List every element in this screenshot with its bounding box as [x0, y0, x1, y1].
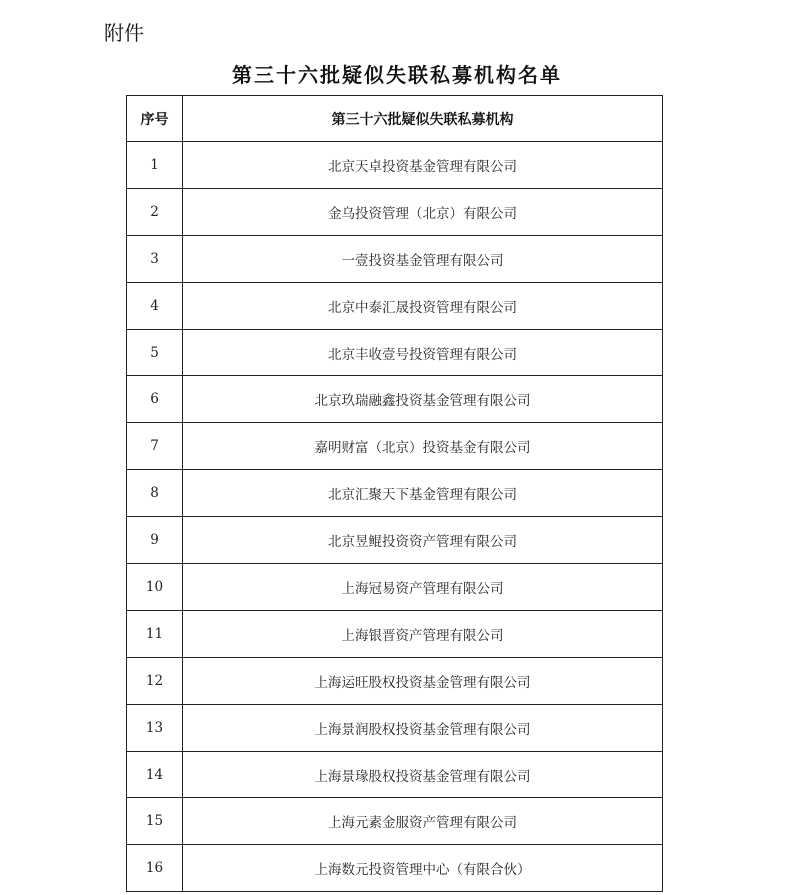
institution-name: 北京丰收壹号投资管理有限公司	[183, 329, 663, 376]
table-row	[127, 329, 663, 376]
institution-name: 北京玖瑞融鑫投资基金管理有限公司	[183, 376, 663, 423]
table-row	[127, 845, 663, 892]
table-row	[127, 564, 663, 611]
row-number: 11	[127, 610, 183, 657]
institution-table	[126, 95, 663, 892]
row-number: 9	[127, 517, 183, 564]
institution-name: 嘉明财富（北京）投资基金有限公司	[183, 423, 663, 470]
table-header-row	[127, 96, 663, 142]
table-row	[127, 704, 663, 751]
table-body	[127, 142, 663, 892]
institution-name: 北京天卓投资基金管理有限公司	[183, 142, 663, 189]
row-number: 3	[127, 235, 183, 282]
table-row	[127, 610, 663, 657]
row-number: 16	[127, 845, 183, 892]
institution-name: 上海冠易资产管理有限公司	[183, 564, 663, 611]
institution-name: 北京中泰汇晟投资管理有限公司	[183, 282, 663, 329]
row-number: 1	[127, 142, 183, 189]
institution-name: 上海运旺股权投资基金管理有限公司	[183, 657, 663, 704]
row-number: 4	[127, 282, 183, 329]
table-row	[127, 798, 663, 845]
institution-name: 一壹投资基金管理有限公司	[183, 235, 663, 282]
row-number: 15	[127, 798, 183, 845]
institution-name: 金乌投资管理（北京）有限公司	[183, 188, 663, 235]
header-serial-number: 序号	[127, 96, 183, 142]
row-number: 6	[127, 376, 183, 423]
table-row	[127, 142, 663, 189]
institution-name: 北京汇聚天下基金管理有限公司	[183, 470, 663, 517]
row-number: 12	[127, 657, 183, 704]
attachment-label: 附件	[104, 21, 144, 45]
table-row	[127, 517, 663, 564]
institution-name: 北京昱鲲投资资产管理有限公司	[183, 517, 663, 564]
table-row	[127, 751, 663, 798]
table-row	[127, 470, 663, 517]
row-number: 8	[127, 470, 183, 517]
row-number: 13	[127, 704, 183, 751]
table-row	[127, 376, 663, 423]
table-row	[127, 235, 663, 282]
institution-name: 上海景瑑股权投资基金管理有限公司	[183, 751, 663, 798]
institution-name: 上海元素金服资产管理有限公司	[183, 798, 663, 845]
institution-name: 上海数元投资管理中心（有限合伙）	[183, 845, 663, 892]
row-number: 14	[127, 751, 183, 798]
table-row	[127, 282, 663, 329]
row-number: 7	[127, 423, 183, 470]
row-number: 10	[127, 564, 183, 611]
institution-name: 上海银晋资产管理有限公司	[183, 610, 663, 657]
institution-name: 上海景润股权投资基金管理有限公司	[183, 704, 663, 751]
document-title: 第三十六批疑似失联私募机构名单	[232, 63, 562, 87]
row-number: 5	[127, 329, 183, 376]
row-number: 2	[127, 188, 183, 235]
table-row	[127, 657, 663, 704]
table-row	[127, 423, 663, 470]
header-institution: 第三十六批疑似失联私募机构	[183, 96, 663, 142]
table-row	[127, 188, 663, 235]
